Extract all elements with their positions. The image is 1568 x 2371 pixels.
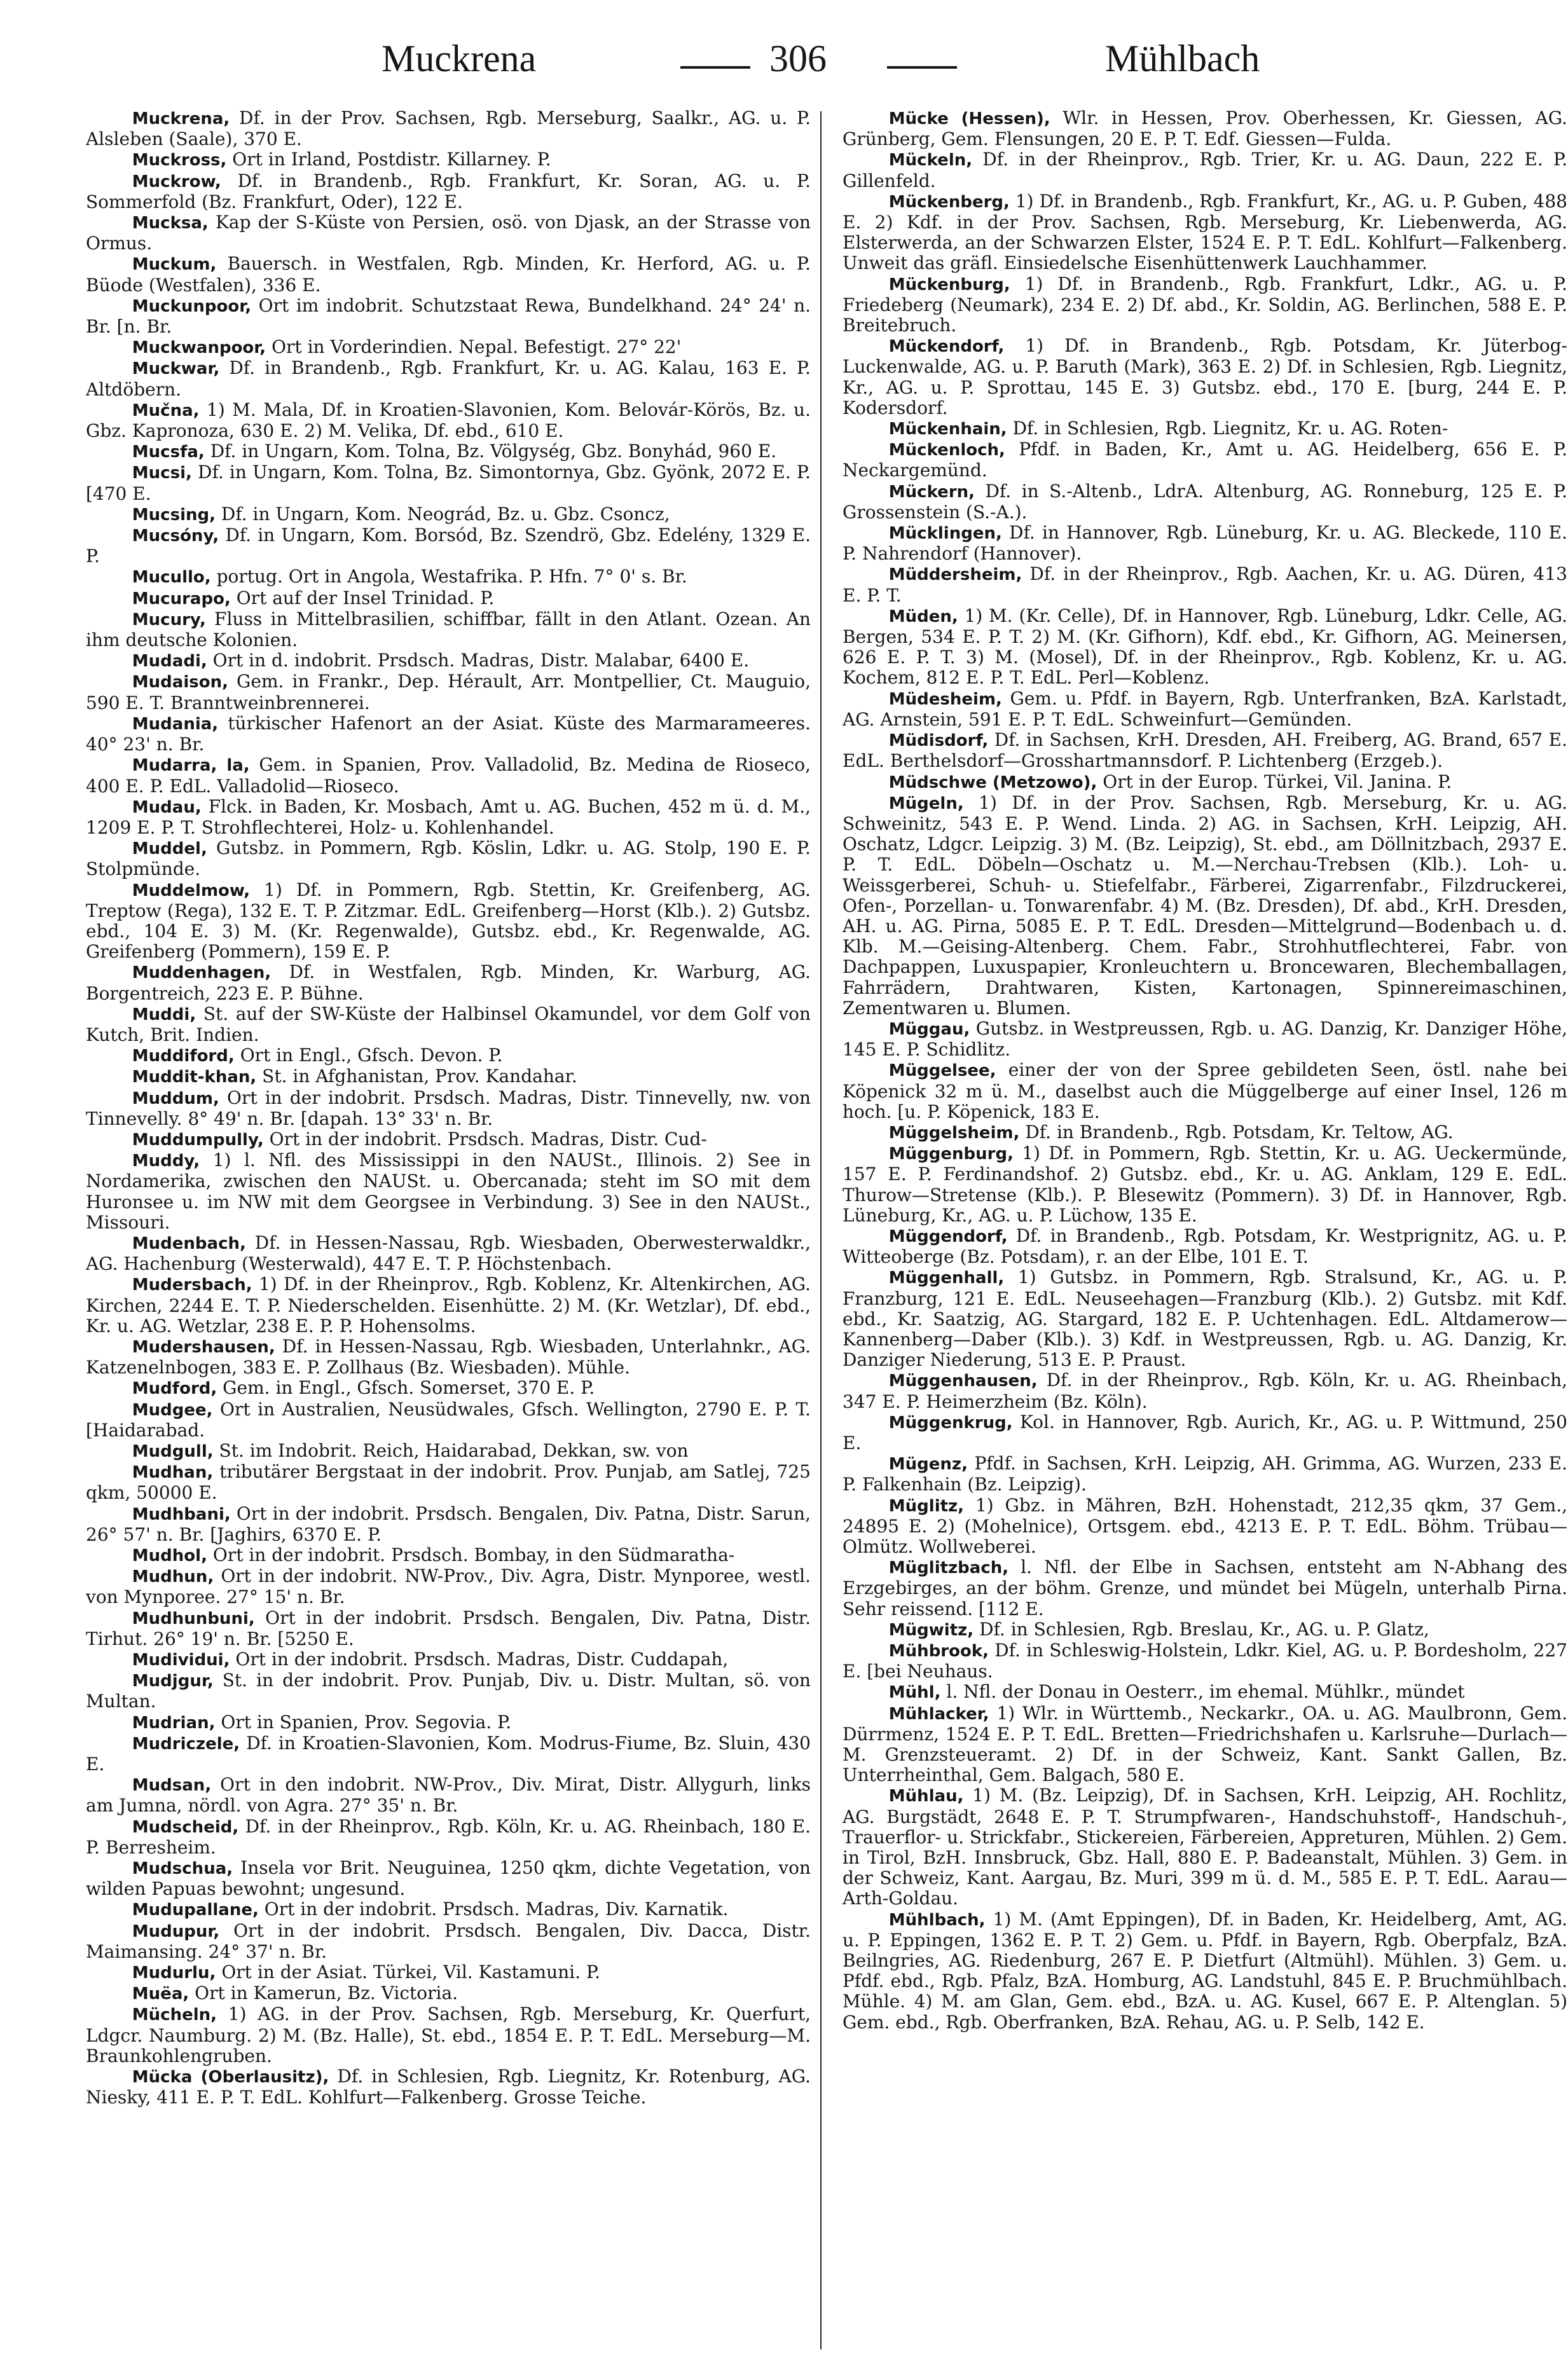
- entry: [842, 1682, 1567, 1703]
- entry: [86, 108, 811, 149]
- entry-text: Ort in der Asiat. Türkei, Vil. Kastamuni. P.: [216, 1962, 600, 1983]
- entry-text: Df. in Hannover, Rgb. Lüneburg, Kr. u. AG. Bleckede, 110 E. P. Nahrendorf (Hannover).: [842, 522, 1567, 565]
- entry: [86, 1150, 811, 1233]
- entry-headword: Müddersheim,: [888, 565, 1022, 585]
- entry-headword: Muddiford,: [132, 1047, 235, 1066]
- entry: [86, 212, 811, 254]
- entry-text: Ort in der indobrit. NW-Prov., Div. Agra, Distr. Mynporee, westl. von Mynporee. 27° 15' n. Br.: [86, 1565, 811, 1608]
- entry-text: Ort in d. indobrit. Prsdsch. Madras, Distr. Malabar, 6400 E.: [207, 650, 750, 671]
- entry-text: St. auf der SW-Küste der Halbinsel Okamundel, vor dem Golf von Kutch, Brit. Indien.: [86, 1003, 811, 1045]
- entry: [86, 441, 811, 462]
- left-column: [86, 108, 811, 2353]
- entry: [842, 1703, 1567, 1786]
- entry-headword: Mudadi,: [132, 652, 207, 671]
- entry-text: portug. Ort in Angola, Westafrika. P. Hfn. 7° 0' s. Br.: [210, 566, 687, 588]
- entry: [842, 1019, 1567, 1060]
- entry: [86, 1817, 811, 1858]
- entry: [86, 671, 811, 713]
- entry: [86, 650, 811, 671]
- entry: [842, 606, 1567, 689]
- entry-text: 1) Df. in Pommern, Rgb. Stettin, Kr. Greifenberg, AG. Treptow (Rega), 132 E. T. P. Zitzmar. EdL. Greifenberg—Horst (Klb.). 2) Gutsbz. ebd., 104 E. 3) M. (Kr. Regenwalde), Gutsbz. ebd., Kr. Regenwalde, AG. Greifenberg (Pommern), 159 E. P.: [86, 879, 811, 963]
- entry-text: 1) Df. in Brandenb., Rgb. Potsdam, Kr. Jüterbog-Luckenwalde, AG. u. P. Baruth (Mark), 363 E. 2) Df. in Schlesien, Rgb. Liegnitz, Kr., AG. u. P. Sprottau, 145 E. 3) Gutsbz. ebd., 170 E. [burg, 244 E. P. Kodersdorf.: [842, 335, 1567, 418]
- entry: [86, 1566, 811, 1607]
- entry: [86, 1712, 811, 1733]
- entry-headword: Müggenhall,: [888, 1268, 1005, 1288]
- entry-headword: Müggendorf,: [888, 1227, 1008, 1246]
- entry-text: Df. in Hessen-Nassau, Rgb. Wiesbaden, Unterlahnkr., AG. Katzenelnbogen, 383 E. P. Zollhaus (Bz. Wiesbaden). Mühle.: [86, 1335, 811, 1378]
- entry: [86, 1921, 811, 1962]
- entry-text: Df. in Brandenb., Rgb. Frankfurt, Kr. u. AG. Kalau, 163 E. P. Altdöbern.: [86, 357, 811, 400]
- entry-headword: Mucury,: [132, 610, 206, 629]
- entry-text: l. Nfl. der Elbe in Sachsen, entsteht am N-Abhang des Erzgebirges, an der böhm. Grenze, und mündet bei Mügeln, unterhalb Pirna. Sehr reissend. [112 E.: [842, 1557, 1567, 1619]
- entry: [86, 296, 811, 337]
- entry-headword: Mucksa,: [132, 214, 209, 233]
- entry-headword: Müggelsee,: [888, 1061, 996, 1081]
- entry-headword: Muddit-khan,: [132, 1068, 257, 1087]
- entry: [86, 2004, 811, 2066]
- entry-headword: Muckrena,: [132, 109, 230, 128]
- entry-headword: Müggelsheim,: [888, 1123, 1020, 1143]
- entry-text: Ort in der indobrit. Prsdsch. Madras, Div. Karnatik.: [258, 1899, 729, 1920]
- entry: [86, 504, 811, 525]
- entry-text: Df. in Hessen-Nassau, Rgb. Wiesbaden, Oberwesterwaldkr., AG. Hachenburg (Westerwald), 447 E. T. P. Höchstenbach.: [86, 1232, 811, 1275]
- entry-headword: Mühbrook,: [888, 1642, 989, 1661]
- entry-text: Df. in der Rheinprov., Rgb. Aachen, Kr. u. AG. Düren, 413 E. P. T.: [842, 563, 1567, 606]
- entry-text: Kap der S-Küste von Persien, osö. von Djask, an der Strasse von Ormus.: [86, 212, 811, 254]
- entry-headword: Mückenhain,: [888, 420, 1007, 439]
- entry-headword: Mudscheid,: [132, 1817, 239, 1837]
- entry-text: Df. in Ungarn, Kom. Borsód, Bz. Szendrö, Gbz. Edelény, 1329 E. P.: [86, 525, 811, 567]
- entry-text: Kol. in Hannover, Rgb. Aurich, Kr., AG. u. P. Wittmund, 250 E.: [842, 1411, 1567, 1454]
- entry: [842, 1143, 1567, 1226]
- entry-text: Df. in Schlesien, Rgb. Liegnitz, Kr. u. AG. Roten-: [1007, 418, 1448, 439]
- entry-text: Df. in Schlesien, Rgb. Breslau, Kr., AG. u. P. Glatz,: [973, 1618, 1429, 1640]
- entry-headword: Mudupur,: [132, 1921, 220, 1941]
- entry-headword: Mückenburg,: [888, 275, 1010, 294]
- entry-headword: Muddumpully,: [132, 1130, 264, 1150]
- entry: [86, 400, 811, 441]
- entry-headword: Mudhan,: [132, 1463, 214, 1483]
- entry-headword: Mügwitz,: [888, 1620, 974, 1640]
- entry-headword: Mügeln,: [888, 794, 964, 813]
- entry: [86, 1399, 811, 1441]
- header-dash-right: [887, 66, 957, 69]
- entry: [86, 755, 811, 796]
- entry-headword: Mudhbani,: [132, 1504, 231, 1524]
- entry: [842, 1785, 1567, 1909]
- entry-headword: Mudhun,: [132, 1567, 214, 1587]
- entry-text: 1) Df. in Pommern, Rgb. Stettin, Kr. u. AG. Ueckermünde, 157 E. P. Ferdinandshof. 2) Gutsbz. ebd., Kr. u. AG. Anklam, 129 E. EdL. Thurow—Stretense (Klb.). P. Blesewitz (Pommern). 3) Df. in Hannover, Rgb. Lüneburg, Kr., AG. u. P. Lüchow, 135 E.: [842, 1143, 1567, 1226]
- entry: [86, 797, 811, 838]
- entry-headword: Mückenloch,: [888, 441, 1005, 460]
- entry: [86, 171, 811, 212]
- entry-headword: Müden,: [888, 607, 958, 626]
- entry-headword: Muckwar,: [132, 359, 220, 379]
- entry: [86, 1899, 811, 1920]
- entry: [842, 1640, 1567, 1682]
- entry: [842, 1909, 1567, 2033]
- entry: [86, 1733, 811, 1775]
- entry-text: Ort auf der Insel Trinidad. P.: [230, 587, 495, 608]
- entry-headword: Mudgull,: [132, 1442, 214, 1461]
- entry-headword: Muckum,: [132, 255, 217, 275]
- entry-text: Df. in der Rheinprov., Rgb. Trier, Kr. u. AG. Daun, 222 E. P. Gillenfeld.: [842, 149, 1567, 191]
- entry: [842, 108, 1567, 149]
- entry-headword: Mügenz,: [888, 1455, 968, 1474]
- entry-headword: Muddelmow,: [132, 881, 251, 900]
- entry-headword: Mühlacker,: [888, 1704, 989, 1724]
- entry: [86, 1608, 811, 1649]
- entry: [86, 713, 811, 755]
- entry-text: Gutsbz. in Westpreussen, Rgb. u. AG. Danzig, Kr. Danziger Höhe, 145 E. P. Schidlitz.: [842, 1017, 1567, 1061]
- entry-headword: Mücheln,: [132, 2005, 217, 2025]
- entry: [842, 1619, 1567, 1640]
- entry-text: türkischer Hafenort an der Asiat. Küste des Marmarameeres. 40° 23' n. Br.: [86, 712, 811, 755]
- entry-headword: Muckrow,: [132, 172, 221, 191]
- right-column: [842, 108, 1567, 2353]
- entry-text: 1) Df. in Brandenb., Rgb. Frankfurt, Kr., AG. u. P. Guben, 488 E. 2) Kdf. in der Prov. Sachsen, Rgb. Merseburg, Kr. Liebenwerda, AG. Elsterwerda, an der Schwarzen Elster, 1524 E. P. T. EdL. Kohlfurt—Falkenberg. Unweit das gräfl. Einsiedelsche Eisenhüttenwerk Lauchhammer.: [842, 190, 1567, 274]
- entry-headword: Mühlau,: [888, 1787, 964, 1806]
- entry: [86, 462, 811, 504]
- entry-text: Bauersch. in Westfalen, Rgb. Minden, Kr. Herford, AG. u. P. Büode (Westfalen), 336 E.: [86, 253, 811, 296]
- entry: [86, 1441, 811, 1462]
- entry-headword: Muddel,: [132, 839, 207, 859]
- entry-text: Ort in der indobrit. Prsdsch. Madras, Distr. Cud-: [263, 1128, 707, 1150]
- entry: [86, 1004, 811, 1045]
- entry-text: Ort in der indobrit. Prsdsch. Madras, Distr. Cuddapah,: [230, 1649, 729, 1670]
- entry-text: Ort in der indobrit. Prsdsch. Bombay, in den Südmaratha-: [207, 1544, 735, 1566]
- entry-headword: Mudford,: [132, 1379, 217, 1399]
- page-number: 306: [769, 38, 827, 79]
- entry: [842, 564, 1567, 605]
- entry: [86, 1649, 811, 1670]
- entry: [842, 1454, 1567, 1495]
- entry-headword: Mudhol,: [132, 1546, 207, 1566]
- header-first-entry: Muckrena: [382, 38, 537, 79]
- entry: [86, 1962, 811, 1983]
- entry-headword: Müglitz,: [888, 1496, 965, 1516]
- entry-text: 1) Wlr. in Württemb., Neckarkr., OA. u. AG. Maulbronn, Gem. Dürrmenz, 1524 E. P. T. EdL. Bretten—Friedrichshafen u. Karlsruhe—Durlach—M. Grenzsteueramt. 2) Df. in der Schweiz, Kant. Sankt Gallen, Bz. Unterrheinthal, Gem. Balgach, 580 E.: [842, 1702, 1567, 1786]
- entry-text: Flck. in Baden, Kr. Mosbach, Amt u. AG. Buchen, 452 m ü. d. M., 1209 E. P. T. Strohflechterei, Holz- u. Kohlenhandel.: [86, 795, 811, 838]
- entry: [86, 1233, 811, 1274]
- header-last-entry: Mühlbach: [1105, 38, 1260, 79]
- entry-headword: Mucurapo,: [132, 589, 231, 608]
- entry-text: Gem. in Frankr., Dep. Hérault, Arr. Montpellier, Ct. Mauguio, 590 E. T. Branntweinbrennerei.: [86, 671, 811, 713]
- entry-text: Ort in der indobrit. Prsdsch. Madras, Distr. Tinnevelly, nw. von Tinnevelly. 8° 49' n. Br. [dapah. 13° 33' n. Br.: [86, 1087, 811, 1129]
- entry-text: Ort in Australien, Neusüdwales, Gfsch. Wellington, 2790 E. P. T. [Haidarabad.: [86, 1398, 811, 1441]
- entry-headword: Mucsfa,: [132, 443, 205, 462]
- entry-text: Ort in der indobrit. Prsdsch. Bengalen, Div. Patna, Distr. Sarun, 26° 57' n. Br. [Jaghirs, 6370 E. P.: [86, 1502, 811, 1545]
- entry: [842, 1557, 1567, 1619]
- entry-headword: Mudjgur,: [132, 1672, 214, 1691]
- entry-text: Ort in Vorderindien. Nepal. Befestigt. 27° 22': [266, 336, 682, 358]
- entry: [842, 439, 1567, 481]
- entry-text: tributärer Bergstaat in der indobrit. Prov. Punjab, am Satlej, 725 qkm, 50000 E.: [86, 1461, 811, 1504]
- entry-headword: Mucullo,: [132, 568, 211, 588]
- entry: [842, 1122, 1567, 1143]
- entry-headword: Mückendorf,: [888, 337, 1005, 357]
- entry-text: St. in der indobrit. Prov. Punjab, Div. u. Distr. Multan, sö. von Multan.: [86, 1670, 811, 1712]
- entry: [842, 418, 1567, 439]
- entry-headword: Mückeln,: [888, 151, 973, 170]
- entry-text: Gem. in Engl., Gfsch. Somerset, 370 E. P.: [217, 1377, 595, 1399]
- entry-text: Df. in S.-Altenb., LdrA. Altenburg, AG. Ronneburg, 125 E. P. Grossenstein (S.-A.).: [842, 480, 1567, 523]
- entry-text: 1) Df. in der Rheinprov., Rgb. Koblenz, Kr. Altenkirchen, AG. Kirchen, 2244 E. T. P. Niederschelden. Eisenhütte. 2) M. (Kr. Wetzlar), Df. ebd., Kr. u. AG. Wetzlar, 238 E. P. P. Hohensolms.: [86, 1274, 811, 1337]
- entry-text: Df. in Kroatien-Slavonien, Kom. Modrus-Fiume, Bz. Sluin, 430 E.: [86, 1732, 811, 1775]
- entry-text: 1) l. Nfl. des Mississippi in den NAUSt., Illinois. 2) See in Nordamerika, zwischen den NAUSt. u. Obercanada; steht im SO mit dem Huronsee u. im NW mit dem Georgsee in Verbindung. 3) See in den NAUSt., Missouri.: [86, 1150, 811, 1233]
- entry-headword: Mudsan,: [132, 1776, 212, 1796]
- entry-headword: Mückenberg,: [888, 192, 1010, 212]
- entry: [842, 1226, 1567, 1267]
- entry-headword: Mudrian,: [132, 1713, 216, 1733]
- entry-headword: Mudurlu,: [132, 1963, 216, 1983]
- entry: [86, 149, 811, 170]
- entry: [86, 2066, 811, 2108]
- entry-text: Pfdf. in Sachsen, KrH. Leipzig, AH. Grimma, AG. Wurzen, 233 E. P. Falkenhain (Bz. Leipzig).: [842, 1453, 1567, 1495]
- entry-headword: Müggenhausen,: [888, 1371, 1038, 1391]
- entry: [842, 1495, 1567, 1558]
- entry: [86, 1129, 811, 1150]
- entry-headword: Mucsi,: [132, 464, 192, 483]
- entry: [842, 772, 1567, 793]
- entry-text: Df. in der Rheinprov., Rgb. Köln, Kr. u. AG. Rheinbach, 180 E. P. Berresheim.: [86, 1815, 811, 1858]
- entry: [86, 1504, 811, 1545]
- entry-headword: Mudershausen,: [132, 1337, 275, 1357]
- entry-headword: Mudhunbuni,: [132, 1609, 255, 1628]
- entry-text: Df. in Sachsen, KrH. Dresden, AH. Freiberg, AG. Brand, 657 E. EdL. Berthelsdorf—Grosshartmannsdorf. P. Lichtenberg (Erzgeb.).: [842, 729, 1567, 772]
- column-rule: [820, 111, 822, 2349]
- entry-text: Df. in der Rheinprov., Rgb. Köln, Kr. u. AG. Rheinbach, 347 E. P. Heimerzheim (Bz. Köln).: [842, 1370, 1567, 1412]
- entry-text: Df. in Brandenb., Rgb. Potsdam, Kr. Teltow, AG.: [1019, 1121, 1454, 1143]
- entry-text: Ort im indobrit. Schutzstaat Rewa, Bundelkhand. 24° 24' n. Br. [n. Br.: [86, 294, 811, 338]
- entry-text: 1) AG. in der Prov. Sachsen, Rgb. Merseburg, Kr. Querfurt, Ldgcr. Naumburg. 2) M. (Bz. Halle), St. ebd., 1854 E. P. T. EdL. Merseburg—M. Braunkohlengruben.: [86, 2003, 811, 2066]
- entry-text: Wlr. in Hessen, Prov. Oberhessen, Kr. Giessen, AG. Grünberg, Gem. Flensungen, 20 E. P. T. Edf. Giessen—Fulda.: [842, 108, 1567, 150]
- entry: [842, 336, 1567, 418]
- entry-text: Gutsbz. in Pommern, Rgb. Köslin, Ldkr. u. AG. Stolp, 190 E. P. Stolpmünde.: [86, 837, 811, 880]
- entry-headword: Mudupallane,: [132, 1900, 259, 1920]
- entry: [86, 337, 811, 358]
- entry-headword: Müggau,: [888, 1019, 970, 1039]
- entry-headword: Mudania,: [132, 714, 219, 734]
- entry: [842, 689, 1567, 730]
- entry-headword: Mudersbach,: [132, 1275, 252, 1295]
- running-header: [0, 37, 1568, 94]
- entry-text: Df. in Schleswig-Holstein, Ldkr. Kiel, AG. u. P. Bordesholm, 227 E. [bei Neuhaus.: [842, 1640, 1567, 1682]
- entry-text: 1) Df. in Brandenb., Rgb. Frankfurt, Ldkr., AG. u. P. Friedeberg (Neumark), 234 E. 2) Df. abd., Kr. Soldin, AG. Berlinchen, 588 E. P. Breitebruch.: [842, 273, 1567, 336]
- entry-headword: Mudschua,: [132, 1859, 233, 1879]
- entry-text: 1) M. (Amt Eppingen), Df. in Baden, Kr. Heidelberg, Amt, AG. u. P. Eppingen, 1362 E. P. T. 2) Gem. u. Pfdf. in Bayern, Rgb. Oberpfalz, BzA. Beilngries, AG. Riedenburg, 267 E. P. Dietfurt (Altmühl). Mühlen. 3) Gem. u. Pfdf. ebd., Rgb. Pfalz, BzA. Homburg, AG. Landstuhl, 845 E. P. Bruchmühlbach. Mühle. 4) M. am Glan, Gem. ebd., BzA. u. AG. Kusel, 667 E. P. Altenglan. 5) Gem. ebd., Rgb. Oberfranken, BzA. Rehau, AG. u. P. Selb, 142 E.: [842, 1908, 1567, 2033]
- entry: [86, 1462, 811, 1503]
- entry-headword: Mučna,: [132, 401, 200, 420]
- entry-text: Ort in der Europ. Türkei, Vil. Janina. P.: [1097, 771, 1452, 792]
- entry-headword: Mudarra, la,: [132, 756, 250, 776]
- entry: [86, 358, 811, 399]
- entry-text: 1) Gutsbz. in Pommern, Rgb. Stralsund, Kr., AG. u. P. Franzburg, 121 E. EdL. Neuseehagen—Franzburg (Klb.). 2) Gutsbz. mit Kdf. ebd., Kr. Saatzig, AG. Stargard, 182 E. P. Uchtenhagen. EdL. Altdamerow—Kannenberg—Daber (Klb.). 3) Kdf. in Westpreussen, Rgb. u. AG. Danzig, Kr. Danziger Niederung, 513 E. P. Praust.: [842, 1267, 1567, 1371]
- entry-text: Pfdf. in Baden, Kr., Amt u. AG. Heidelberg, 656 E. P. Neckargemünd.: [842, 439, 1567, 481]
- entry: [86, 1274, 811, 1337]
- entry-text: 1) Gbz. in Mähren, BzH. Hohenstadt, 212,35 qkm, 37 Gem., 24895 E. 2) (Mohelnice), Ortsgem. ebd., 4213 E. P. T. EdL. Böhm. Trübau—Olmütz. Wollweberei.: [842, 1494, 1567, 1558]
- entry-text: Df. in Brandenb., Rgb. Potsdam, Kr. Westprignitz, AG. u. P. Witteoberge (Bz. Potsdam), r. an der Elbe, 101 E. T.: [842, 1225, 1567, 1268]
- entry: [86, 1545, 811, 1566]
- entry-headword: Mudaison,: [132, 673, 228, 692]
- entry: [86, 254, 811, 295]
- entry-headword: Muëa,: [132, 1984, 189, 2004]
- entry-headword: Müdesheim,: [888, 689, 1002, 709]
- entry-text: 1) Df. in der Prov. Sachsen, Rgb. Merseburg, Kr. u. AG. Schweinitz, 543 E. P. Wend. Linda. 2) AG. in Sachsen, KrH. Leipzig, AH. Oschatz, Ldgcr. Leipzig. 3) M. (Bz. Leipzig), St. ebd., am Döllnitzbach, 2937 E. P. T. EdL. Döbeln—Oschatz u. M.—Nerchau-Trebsen (Klb.). Loh- u. Weissgerberei, Schuh- u. Stiefelfabr., Färberei, Zigarrenfabr., Filzdruckerei, Ofen-, Porzellan- u. Tonwarenfabr. 4) M. (Bz. Dresden), Df. abd., KrH. Dresden, AH. u. AG. Pirna, 5085 E. P. T. EdL. Dresden—Mittelgrund—Bodenbach u. d. Klb. M.—Geising-Altenberg. Chem. Fabr., Strohhutflechterei, Fabr. von Dachpappen, Luxuspapier, Kronleuchtern u. Broncewaren, Blechemballagen, Fahrrädern, Drahtwaren, Kisten, Kartonagen, Spinnereimaschinen, Zementwaren u. Blumen.: [842, 792, 1567, 1019]
- entry-headword: Muddenhagen,: [132, 963, 272, 983]
- entry-headword: Mückern,: [888, 482, 975, 502]
- entry-headword: Muddy,: [132, 1151, 200, 1171]
- entry-text: Insela vor Brit. Neuguinea, 1250 qkm, dichte Vegetation, von wilden Papuas bewohnt; ungesund.: [86, 1857, 811, 1900]
- entry-headword: Mühlbach,: [888, 1910, 986, 1930]
- header-dash-left: [680, 66, 750, 69]
- entry-headword: Müglitzbach,: [888, 1558, 1009, 1578]
- entry: [842, 481, 1567, 523]
- entry-text: Ort in Spanien, Prov. Segovia. P.: [215, 1711, 512, 1733]
- entry-text: St. in Afghanistan, Prov. Kandahar.: [256, 1066, 577, 1087]
- entry: [86, 880, 811, 963]
- entry-headword: Mucsóny,: [132, 526, 219, 546]
- entry: [86, 1775, 811, 1816]
- entry-text: Gem. in Spanien, Prov. Valladolid, Bz. Medina de Rioseco, 400 E. P. EdL. Valladolid—Rioseco.: [86, 754, 811, 797]
- entry-headword: Mucsing,: [132, 505, 216, 525]
- entry-text: Df. in Westfalen, Rgb. Minden, Kr. Warburg, AG. Borgentreich, 223 E. P. Bühne.: [86, 961, 811, 1004]
- entry-headword: Mühl,: [888, 1683, 941, 1703]
- entry: [86, 1858, 811, 1899]
- entry-headword: Müggenburg,: [888, 1144, 1014, 1164]
- entry-headword: Muddi,: [132, 1005, 196, 1024]
- entry-text: Df. in Ungarn, Kom. Neográd, Bz. u. Gbz. Csoncz,: [215, 503, 670, 525]
- entry: [842, 274, 1567, 336]
- entry-text: Df. in Ungarn, Kom. Tolna, Bz. Simontornya, Gbz. Gyönk, 2072 E. P. [470 E.: [86, 462, 811, 504]
- entry-headword: Mudau,: [132, 797, 202, 817]
- entry-text: l. Nfl. der Donau in Oesterr., im ehemal. Mühlkr., mündet: [940, 1681, 1465, 1703]
- entry-headword: Muckunpoor,: [132, 296, 252, 316]
- entry-headword: Mudriczele,: [132, 1734, 240, 1754]
- entry-headword: Mudenbach,: [132, 1234, 246, 1253]
- entry: [842, 730, 1567, 771]
- entry: [842, 793, 1567, 1019]
- entry-headword: Mudividui,: [132, 1651, 230, 1670]
- entry: [842, 523, 1567, 564]
- entry-text: einer der von der Spree gebildeten Seen, östl. nahe bei Köpenick 32 m ü. M., daselbst auch die Müggelberge auf einer Insel, 126 m hoch. [u. P. Köpenick, 183 E.: [842, 1059, 1567, 1122]
- entry-headword: Mücklingen,: [888, 524, 1002, 544]
- entry: [86, 1088, 811, 1129]
- entry-text: Df. in Brandenb., Rgb. Frankfurt, Kr. Soran, AG. u. P. Sommerfold (Bz. Frankfurt, Oder), 122 E.: [86, 170, 811, 212]
- entry-text: Ort in der indobrit. Prsdsch. Bengalen, Div. Patna, Distr. Tirhut. 26° 19' n. Br. [5250 E.: [86, 1607, 811, 1649]
- entry-text: Ort in der indobrit. Prsdsch. Bengalen, Div. Dacca, Distr. Maimansing. 24° 37' n. Br.: [86, 1920, 811, 1962]
- entry-text: St. im Indobrit. Reich, Haidarabad, Dekkan, sw. von: [213, 1440, 689, 1461]
- entry: [86, 588, 811, 609]
- entry-text: Ort in Engl., Gfsch. Devon. P.: [234, 1045, 503, 1066]
- entry-headword: Mudgee,: [132, 1400, 213, 1420]
- entry-headword: Mücka (Oberlausitz),: [132, 2068, 329, 2087]
- entry: [86, 1337, 811, 1378]
- entry-headword: Muckwanpoor,: [132, 338, 266, 358]
- entry: [86, 1066, 811, 1087]
- entry: [842, 1267, 1567, 1370]
- entry-headword: Mücke (Hessen),: [888, 109, 1050, 128]
- entry: [86, 838, 811, 879]
- entry-headword: Muddum,: [132, 1089, 219, 1108]
- entry: [86, 609, 811, 650]
- entry: [86, 1983, 811, 2004]
- entry-text: 1) M. (Kr. Celle), Df. in Hannover, Rgb. Lüneburg, Ldkr. Celle, AG. Bergen, 534 E. P. T. 2) M. (Kr. Gifhorn), Kdf. ebd., Kr. Gifhorn, AG. Meinersen, 626 E. P. T. 3) M. (Mosel), Df. in der Rheinprov., Rgb. Koblenz, Kr. u. AG. Kochem, 812 E. P. T. EdL. Perl—Koblenz.: [842, 605, 1567, 689]
- entry: [842, 149, 1567, 191]
- entry-text: Ort in Kamerun, Bz. Victoria.: [189, 1983, 458, 2004]
- entry: [842, 1370, 1567, 1412]
- entry-text: Ort in den indobrit. NW-Prov., Div. Mirat, Distr. Allygurh, links am Jumna, nördl. von Agra. 27° 35' n. Br.: [86, 1774, 811, 1817]
- entry-text: Ort in Irland, Postdistr. Killarney. P.: [226, 149, 551, 170]
- entry: [86, 1045, 811, 1066]
- entry: [842, 1412, 1567, 1454]
- entry-text: Df. in der Prov. Sachsen, Rgb. Merseburg, Saalkr., AG. u. P. Alsleben (Saale), 370 E.: [86, 108, 811, 150]
- entry-headword: Müggenkrug,: [888, 1413, 1013, 1433]
- entry-text: Gem. u. Pfdf. in Bayern, Rgb. Unterfranken, BzA. Karlstadt, AG. Arnstein, 591 E. P. T. EdL. Schweinfurt—Gemünden.: [842, 687, 1567, 730]
- entry: [86, 567, 811, 588]
- entry: [86, 1670, 811, 1712]
- entry: [842, 191, 1567, 274]
- entry-text: 1) M. (Bz. Leipzig), Df. in Sachsen, KrH. Leipzig, AH. Rochlitz, AG. Burgstädt, 2648 E. P. T. Strumpfwaren-, Handschuhstoff-, Handschuh-, Trauerflor- u. Strickfabr., Stickereien, Färbereien, Appreturen, Mühlen. 2) Gem. in Tirol, BzH. Innsbruck, Gbz. Hall, 880 E. P. Badeanstalt, Mühlen. 3) Gem. in der Schweiz, Kant. Aargau, Bz. Muri, 399 m ü. d. M., 585 E. P. T. EdL. Aarau—Arth-Goldau.: [842, 1785, 1567, 1909]
- entry-text: Df. in Schlesien, Rgb. Liegnitz, Kr. Rotenburg, AG. Niesky, 411 E. P. T. EdL. Kohlfurt—Falkenberg. Grosse Teiche.: [86, 2066, 811, 2108]
- entry: [86, 1378, 811, 1399]
- entry: [86, 962, 811, 1003]
- entry: [842, 1060, 1567, 1122]
- entry-text: 1) M. Mala, Df. in Kroatien-Slavonien, Kom. Belovár-Körös, Bz. u. Gbz. Kapronoza, 630 E. 2) M. Velika, Df. ebd., 610 E.: [86, 399, 811, 442]
- entry-text: Fluss in Mittelbrasilien, schiffbar, fällt in den Atlant. Ozean. An ihm deutsche Kolonien.: [86, 608, 811, 651]
- entry-headword: Müdisdorf,: [888, 731, 989, 751]
- entry: [86, 525, 811, 567]
- entry-text: Df. in Ungarn, Kom. Tolna, Bz. Völgység, Gbz. Bonyhád, 960 E.: [204, 441, 777, 462]
- entry-headword: Müdschwe (Metzowo),: [888, 773, 1097, 792]
- entry-headword: Muckross,: [132, 151, 227, 170]
